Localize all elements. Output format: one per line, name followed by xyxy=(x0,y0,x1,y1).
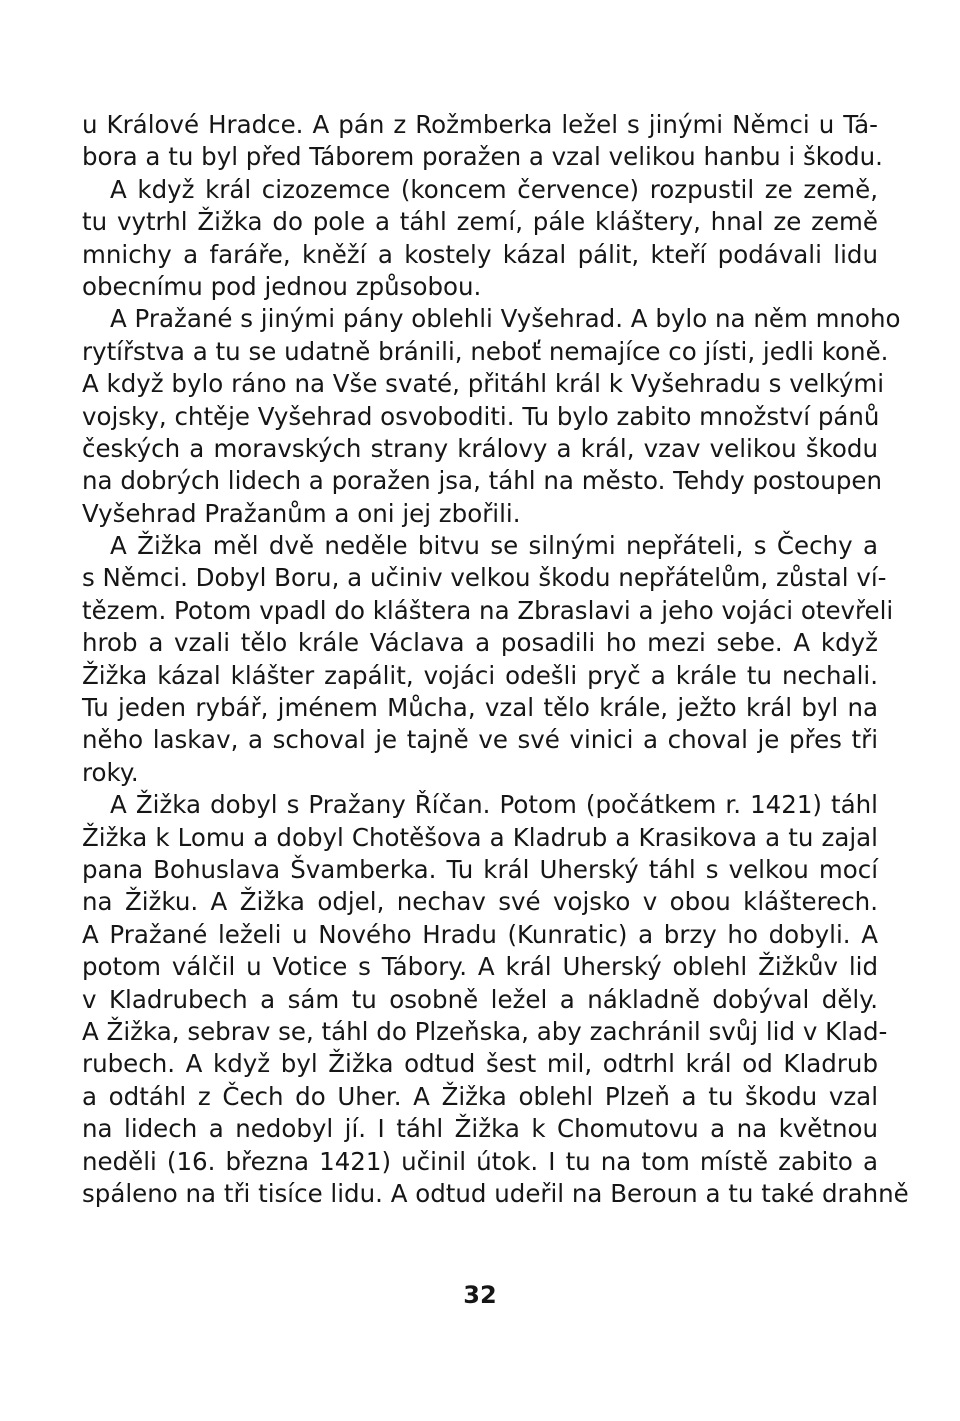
paragraph xyxy=(82,789,909,1210)
text-line: na lidech a nedobyl jí. I táhl Žižka k Chomutovu a na květnou xyxy=(82,1114,878,1144)
text-line: pana Bohuslava Švamberka. Tu král Uherský táhl s velkou mocí xyxy=(82,854,878,884)
text-line: tu vytrhl Žižka do pole a táhl zemí, pále kláštery, hnal ze země xyxy=(82,207,878,237)
text-line: A Žižka měl dvě neděle bitvu se silnými nepřáteli, s Čechy a xyxy=(110,531,878,561)
text-line: spáleno na tři tisíce lidu. A odtud udeřil na Beroun a tu také drahně xyxy=(82,1178,909,1208)
text-line: Vyšehrad Pražanům a oni jej zbořili. xyxy=(82,498,521,528)
text-line: A Žižka dobyl s Pražany Říčan. Potom (počátkem r. 1421) táhl xyxy=(110,790,878,820)
text-line: hrob a vzali tělo krále Václava a posadili ho mezi sebe. A když xyxy=(82,628,878,658)
text-line: A když bylo ráno na Vše svaté, přitáhl král k Vyšehradu s velkými xyxy=(82,369,885,399)
text-line: s Němci. Dobyl Boru, a učiniv velkou škodu nepřátelům, zůstal ví- xyxy=(82,563,887,593)
paragraph xyxy=(82,303,901,530)
page-body xyxy=(82,109,909,1210)
text-line: Žižka kázal klášter zapálit, vojáci odešli pryč a krále tu nechali. xyxy=(82,660,878,690)
page-number: 32 xyxy=(463,1281,497,1309)
text-line: Žižka k Lomu a dobyl Chotěšova a Kladrub a Krasikova a tu zajal xyxy=(82,822,878,852)
text-line: neděli (16. března 1421) učinil útok. I tu na tom místě zabito a xyxy=(82,1146,878,1176)
text-line: obecnímu pod jednou způsobou. xyxy=(82,271,482,301)
text-line: tězem. Potom vpadl do kláštera na Zbraslavi a jeho vojáci otevřeli xyxy=(82,595,894,625)
text-line: v Kladrubech a sám tu osobně ležel a nákladně dobýval děly. xyxy=(82,984,878,1014)
text-line: potom válčil u Votice s Tábory. A král Uherský oblehl Žižkův lid xyxy=(82,952,878,982)
text-line: u Králové Hradce. A pán z Rožmberka ležel s jinými Němci u Tá- xyxy=(82,110,878,139)
text-line: rytířstva a tu se udatně bránili, neboť nemajíce co jísti, jedli koně. xyxy=(82,336,889,366)
text-line: Tu jeden rybář, jménem Můcha, vzal tělo krále, ježto král byl na xyxy=(82,693,878,723)
paragraph xyxy=(82,174,878,304)
text-line: A Pražané s jinými pány oblehli Vyšehrad. A bylo na něm mnoho xyxy=(110,304,901,334)
text-line: a odtáhl z Čech do Uher. A Žižka oblehl Plzeň a tu škodu vzal xyxy=(82,1081,878,1111)
paragraph xyxy=(82,109,883,174)
text-line: A Pražané leželi u Nového Hradu (Kunratic) a brzy ho dobyli. A xyxy=(82,919,878,949)
text-line: rubech. A když byl Žižka odtud šest mil, odtrhl král od Kladrub xyxy=(82,1049,878,1079)
text-line: mnichy a faráře, kněží a kostely kázal pálit, kteří podávali lidu xyxy=(82,239,878,269)
text-line: bora a tu byl před Táborem poražen a vzal velikou hanbu i škodu. xyxy=(82,142,883,172)
text-line: na dobrých lidech a poražen jsa, táhl na město. Tehdy postoupen xyxy=(82,466,882,496)
text-line: něho laskav, a schoval je tajně ve své vinici a choval je přes tři xyxy=(82,725,878,755)
paragraph xyxy=(82,530,894,789)
text-line: A Žižka, sebrav se, táhl do Plzeňska, aby zachránil svůj lid v Klad- xyxy=(82,1016,888,1046)
text-line: vojsky, chtěje Vyšehrad osvoboditi. Tu bylo zabito množství pánů xyxy=(82,401,880,431)
text-line: A když král cizozemce (koncem července) rozpustil ze země, xyxy=(110,174,878,204)
text-line: na Žižku. A Žižka odjel, nechav své vojsko v obou klášterech. xyxy=(82,887,878,917)
text-line: roky. xyxy=(82,757,139,787)
text-line: českých a moravských strany královy a král, vzav velikou škodu xyxy=(82,433,878,463)
